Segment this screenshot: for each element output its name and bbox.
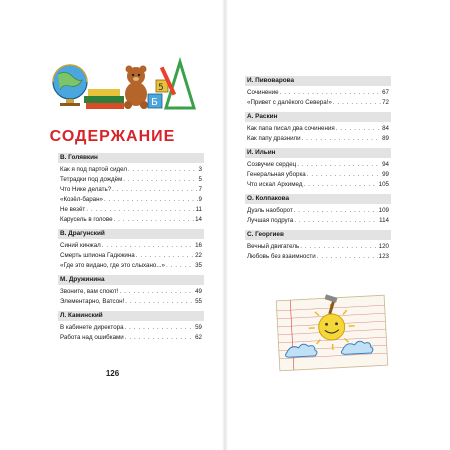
toc-entry-title: «Козёл-баран»: [60, 196, 103, 203]
toc-entry[interactable]: [245, 98, 391, 108]
toc-leader-dots: [307, 170, 381, 180]
toc-section: [245, 76, 391, 108]
toc-entry[interactable]: [58, 323, 204, 333]
toc-entry[interactable]: [58, 251, 204, 261]
toc-entry-title: В кабинете директора: [60, 324, 124, 331]
toc-leader-dots: [125, 297, 194, 307]
toc-leader-dots: [114, 215, 195, 225]
toc-entry[interactable]: [245, 134, 391, 144]
toc-leader-dots: [125, 333, 194, 343]
toc-entry-title: Звоните, вам споют!: [60, 288, 119, 295]
toc-entry-page: 22: [195, 252, 202, 259]
toc-section: [58, 311, 204, 343]
toc-leader-dots: [136, 251, 194, 261]
toc-entry-page: 59: [195, 324, 202, 331]
toc-entry[interactable]: [245, 252, 391, 262]
toc-leader-dots: [302, 134, 381, 144]
toc-entry[interactable]: [245, 170, 391, 180]
toc-entry-page: 14: [195, 216, 202, 223]
toc-section: [245, 112, 391, 144]
toc-entry-title: Не везёт: [60, 206, 86, 213]
toc-leader-dots: [303, 180, 377, 190]
toc-author: В. Голявкин: [58, 153, 204, 163]
toc-entry[interactable]: [245, 242, 391, 252]
toc-entry[interactable]: [58, 205, 204, 215]
toc-entry-title: Смерть шпиона Гадюкина: [60, 252, 135, 259]
toc-leader-dots: [102, 241, 194, 251]
toc-entry[interactable]: [58, 287, 204, 297]
toc-entry-page: 84: [382, 125, 389, 132]
toc-entry[interactable]: [58, 215, 204, 225]
toc-leader-dots: [333, 98, 381, 108]
toc-entry-title: Что Нике делать?: [60, 186, 112, 193]
toc-entry-page: 89: [382, 135, 389, 142]
toc-leader-dots: [86, 205, 194, 215]
toc-entry-page: 120: [378, 243, 389, 250]
svg-text:5: 5: [158, 83, 164, 93]
toc-leader-dots: [300, 242, 377, 252]
toc-entry-page: 123: [378, 253, 389, 260]
toc-entry-page: 9: [198, 196, 202, 203]
toc-entry[interactable]: [245, 160, 391, 170]
toc-section: [245, 194, 391, 226]
toc-section: [245, 148, 391, 190]
toc-author: И. Пивоварова: [245, 76, 391, 86]
toc-title: СОДЕРЖАНИЕ: [49, 128, 176, 145]
toc-author: Л. Каминский: [58, 311, 204, 321]
toc-entry-title: Лучшая подруга: [247, 217, 294, 224]
svg-text:Б: Б: [151, 97, 158, 108]
toc-entry-page: 109: [378, 207, 389, 214]
toc-entry-title: Что искал Архимед: [247, 181, 303, 188]
toc-entry-title: Созвучие сердец: [247, 161, 297, 168]
page-number: 126: [105, 369, 120, 378]
toc-entry[interactable]: [58, 195, 204, 205]
toc-entry[interactable]: [245, 88, 391, 98]
toc-entry-title: Вечный двигатель: [247, 243, 300, 250]
right-toc-list: [245, 76, 391, 266]
toc-entry[interactable]: [58, 333, 204, 343]
toc-author: В. Драгунский: [58, 229, 204, 239]
toc-entry-page: 35: [195, 262, 202, 269]
toc-section: [58, 275, 204, 307]
school-supplies-illustration-icon: [48, 56, 198, 114]
sun-notebook-illustration-icon: [272, 292, 392, 374]
toc-entry-page: 16: [195, 242, 202, 249]
toc-leader-dots: [104, 195, 198, 205]
toc-entry[interactable]: [245, 216, 391, 226]
toc-entry-title: Работа над ошибками: [60, 334, 124, 341]
toc-entry-title: Как я под партой сидел: [60, 166, 128, 173]
toc-entry-title: Синий кинжал: [60, 242, 101, 249]
toc-entry-page: 114: [379, 217, 389, 224]
toc-entry-page: 55: [195, 298, 202, 305]
toc-entry-page: 49: [195, 288, 202, 295]
toc-entry-page: 67: [382, 89, 389, 96]
toc-entry[interactable]: [58, 165, 204, 175]
toc-section: [58, 153, 204, 225]
toc-leader-dots: [128, 165, 198, 175]
toc-entry[interactable]: [245, 206, 391, 216]
right-page: [225, 0, 450, 450]
toc-entry-page: 3: [198, 166, 202, 173]
toc-entry[interactable]: [58, 261, 204, 271]
toc-leader-dots: [123, 175, 197, 185]
toc-entry-title: Любовь без взаимности: [247, 253, 316, 260]
toc-author: О. Колпакова: [245, 194, 391, 204]
toc-entry-title: Генеральная уборка: [247, 171, 306, 178]
toc-entry-page: 72: [382, 99, 389, 106]
toc-entry-page: 99: [382, 171, 389, 178]
toc-entry-page: 94: [382, 161, 389, 168]
toc-entry-page: 7: [198, 186, 202, 193]
toc-entry-title: Элементарно, Ватсон!: [60, 298, 125, 305]
toc-entry-title: Как папу дразнили: [247, 135, 301, 142]
toc-entry[interactable]: [58, 297, 204, 307]
toc-entry-title: Сочинение: [247, 89, 279, 96]
toc-entry-page: 5: [198, 176, 202, 183]
toc-leader-dots: [297, 160, 381, 170]
toc-leader-dots: [280, 88, 381, 98]
toc-leader-dots: [294, 216, 378, 226]
toc-author: М. Дружинина: [58, 275, 204, 285]
toc-entry[interactable]: [58, 241, 204, 251]
toc-entry[interactable]: [58, 175, 204, 185]
toc-section: [58, 229, 204, 271]
toc-entry-title: Дуэль наоборот: [247, 207, 293, 214]
toc-leader-dots: [112, 185, 197, 195]
toc-section: [245, 230, 391, 262]
toc-entry-page: 62: [195, 334, 202, 341]
toc-author: И. Ильин: [245, 148, 391, 158]
left-toc-list: [58, 153, 204, 347]
toc-leader-dots: [125, 323, 195, 333]
toc-author: С. Георгиев: [245, 230, 391, 240]
toc-entry[interactable]: [245, 124, 391, 134]
toc-entry-title: Карусель в голове: [60, 216, 113, 223]
toc-entry-title: «Привет с далёкого Севера!»: [247, 99, 332, 106]
toc-entry-title: «Где это видано, где это слыхано...»: [60, 262, 165, 269]
toc-entry[interactable]: [58, 185, 204, 195]
toc-entry-title: Как папа писал два сочинения: [247, 125, 335, 132]
toc-entry[interactable]: [245, 180, 391, 190]
toc-entry-page: 11: [195, 206, 202, 213]
toc-author: А. Раскин: [245, 112, 391, 122]
toc-leader-dots: [166, 261, 194, 271]
toc-entry-title: Тетрадки под дождём: [60, 176, 123, 183]
toc-leader-dots: [294, 206, 378, 216]
toc-leader-dots: [317, 252, 378, 262]
toc-entry-page: 105: [378, 181, 389, 188]
toc-leader-dots: [336, 124, 381, 134]
toc-leader-dots: [120, 287, 195, 297]
